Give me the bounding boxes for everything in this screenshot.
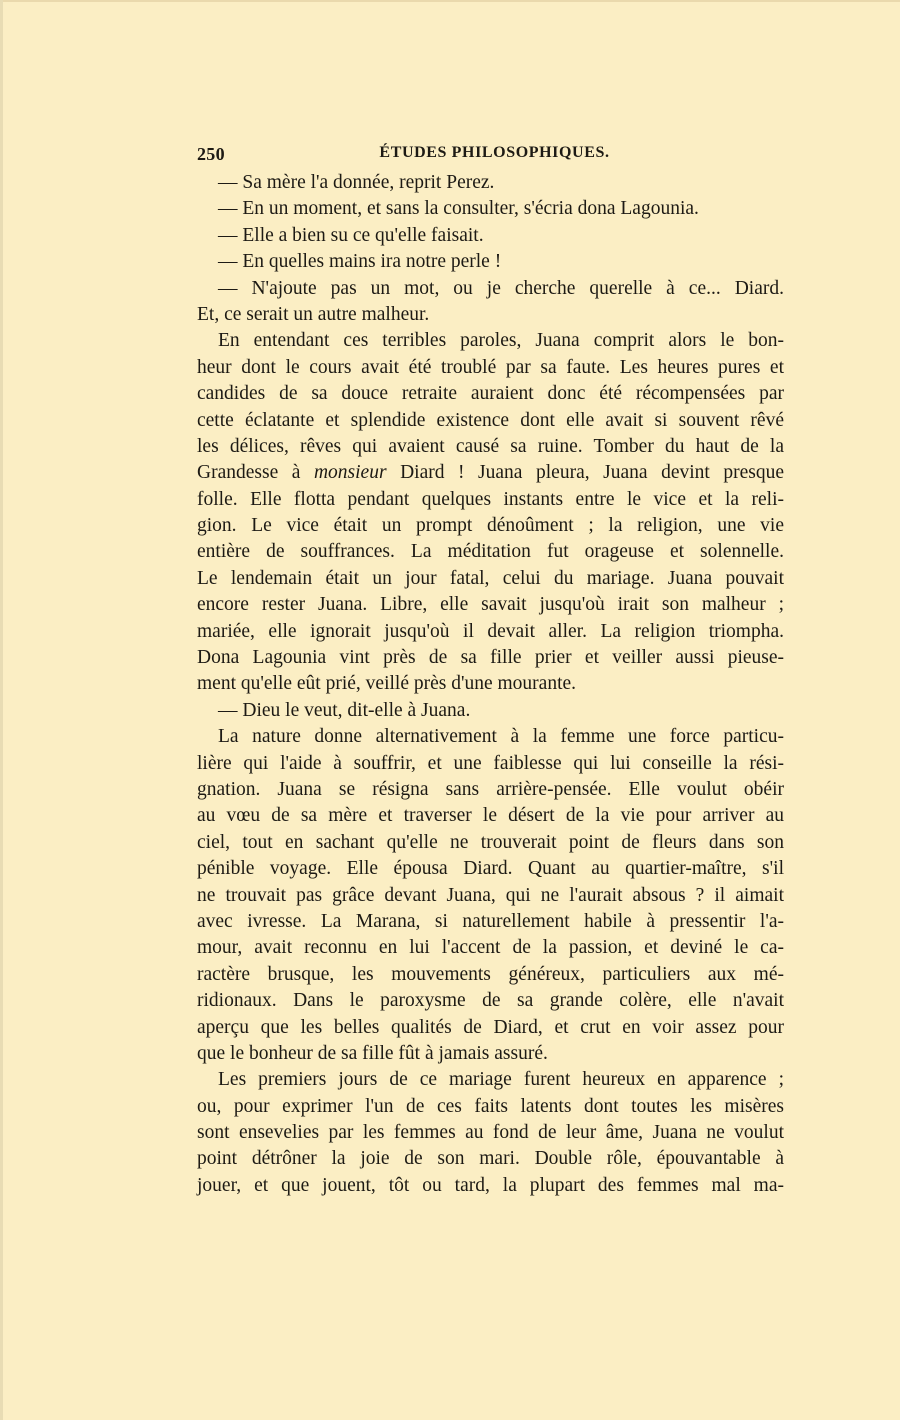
text-line: ridionaux. Dans le paroxysme de sa grande colère, elle n'avait — [197, 990, 784, 1012]
emphasis-text: monsieur — [313, 462, 387, 484]
text-line: point détrôner la joie de son mari. Double rôle, épouvantable à — [197, 1148, 784, 1170]
text-line: — Dieu le veut, dit-elle à Juana. — [218, 699, 471, 721]
text-line: En entendant ces terribles paroles, Juana comprit alors le bon- — [218, 330, 784, 352]
text-line: — N'ajoute pas un mot, ou je cherche querelle à ce... Diard. — [218, 277, 784, 299]
text-line: — Elle a bien su ce qu'elle faisait. — [218, 224, 484, 246]
text-line: encore rester Juana. Libre, elle savait jusqu'où irait son malheur ; — [197, 594, 784, 616]
text-line: Le lendemain était un jour fatal, celui du mariage. Juana pouvait — [197, 567, 784, 589]
text-line: ractère brusque, les mouvements généreux, particuliers aux mé- — [197, 963, 784, 985]
text-line: mariée, elle ignorait jusqu'où il devait aller. La religion triompha. — [197, 620, 784, 642]
text-line: pénible voyage. Elle épousa Diard. Quant au quartier-maître, s'il — [197, 858, 784, 880]
text-line: gion. Le vice était un prompt dénoûment ; la religion, une vie — [197, 515, 784, 537]
text-line: jouer, et que jouent, tôt ou tard, la plupart des femmes mal ma- — [197, 1174, 784, 1196]
text-line: avec ivresse. La Marana, si naturellement habile à pressentir l'a- — [197, 910, 784, 932]
text-line: La nature donne alternativement à la femme une force particu- — [218, 726, 784, 748]
text-line: ciel, tout en sachant qu'elle ne trouverait point de fleurs dans son — [197, 831, 784, 853]
text-line: cette éclatante et splendide existence dont elle avait si souvent rêvé — [197, 409, 784, 431]
text-line: Dona Lagounia vint près de sa fille prier et veiller aussi pieuse- — [197, 647, 784, 669]
text-line: — Sa mère l'a donnée, reprit Perez. — [218, 172, 495, 193]
text-line: — En quelles mains ira notre perle ! — [218, 251, 502, 273]
text-line: lière qui l'aide à souffrir, et une faiblesse qui lui conseille la rési- — [197, 752, 784, 774]
running-title: ÉTUDES PHILOSOPHIQUES. — [379, 144, 610, 161]
text-line: ment qu'elle eût prié, veillé près d'une mourante. — [197, 673, 577, 695]
text-line: candides de sa douce retraite auraient donc été récompensées par — [197, 383, 784, 405]
text-run: Grandesse à — [197, 462, 314, 484]
text-line: Les premiers jours de ce mariage furent heureux en apparence ; — [218, 1069, 784, 1091]
text-line: folle. Elle flotta pendant quelques instants entre le vice et la reli- — [197, 488, 784, 510]
page-top-edge — [0, 0, 900, 2]
text-line: — En un moment, et sans la consulter, s'écria dona Lagounia. — [218, 198, 699, 220]
page-left-edge — [0, 0, 3, 1420]
text-line: sont ensevelies par les femmes au fond de leur âme, Juana ne voulut — [197, 1122, 784, 1144]
running-head — [197, 144, 784, 170]
text-line: aperçu que les belles qualités de Diard, et crut en voir assez pour — [197, 1016, 784, 1038]
text-line — [197, 460, 784, 486]
text-line: heur dont le cours avait été troublé par sa faute. Les heures pures et — [197, 356, 784, 378]
text-line: au vœu de sa mère et traverser le désert de la vie pour arriver au — [197, 805, 784, 827]
text-line: entière de souffrances. La méditation fut orageuse et solennelle. — [197, 541, 784, 563]
page-number: 250 — [197, 144, 225, 164]
page-text-block — [197, 144, 784, 1199]
text-line: gnation. Juana se résigna sans arrière-pensée. Elle voulut obéir — [197, 778, 784, 800]
body-text — [197, 170, 784, 1199]
text-line: ne trouvait pas grâce devant Juana, qui ne l'aurait absous ? il aimait — [197, 884, 784, 906]
text-line: mour, avait reconnu en lui l'accent de la passion, et deviné le ca- — [197, 937, 784, 959]
text-line: ou, pour exprimer l'un de ces faits latents dont toutes les misères — [197, 1095, 784, 1117]
text-line: que le bonheur de sa fille fût à jamais assuré. — [197, 1042, 548, 1064]
text-line: les délices, rêves qui avaient causé sa ruine. Tomber du haut de la — [197, 435, 784, 457]
text-run: Diard ! Juana pleura, Juana devint presque — [386, 462, 784, 484]
text-line: Et, ce serait un autre malheur. — [197, 303, 430, 325]
